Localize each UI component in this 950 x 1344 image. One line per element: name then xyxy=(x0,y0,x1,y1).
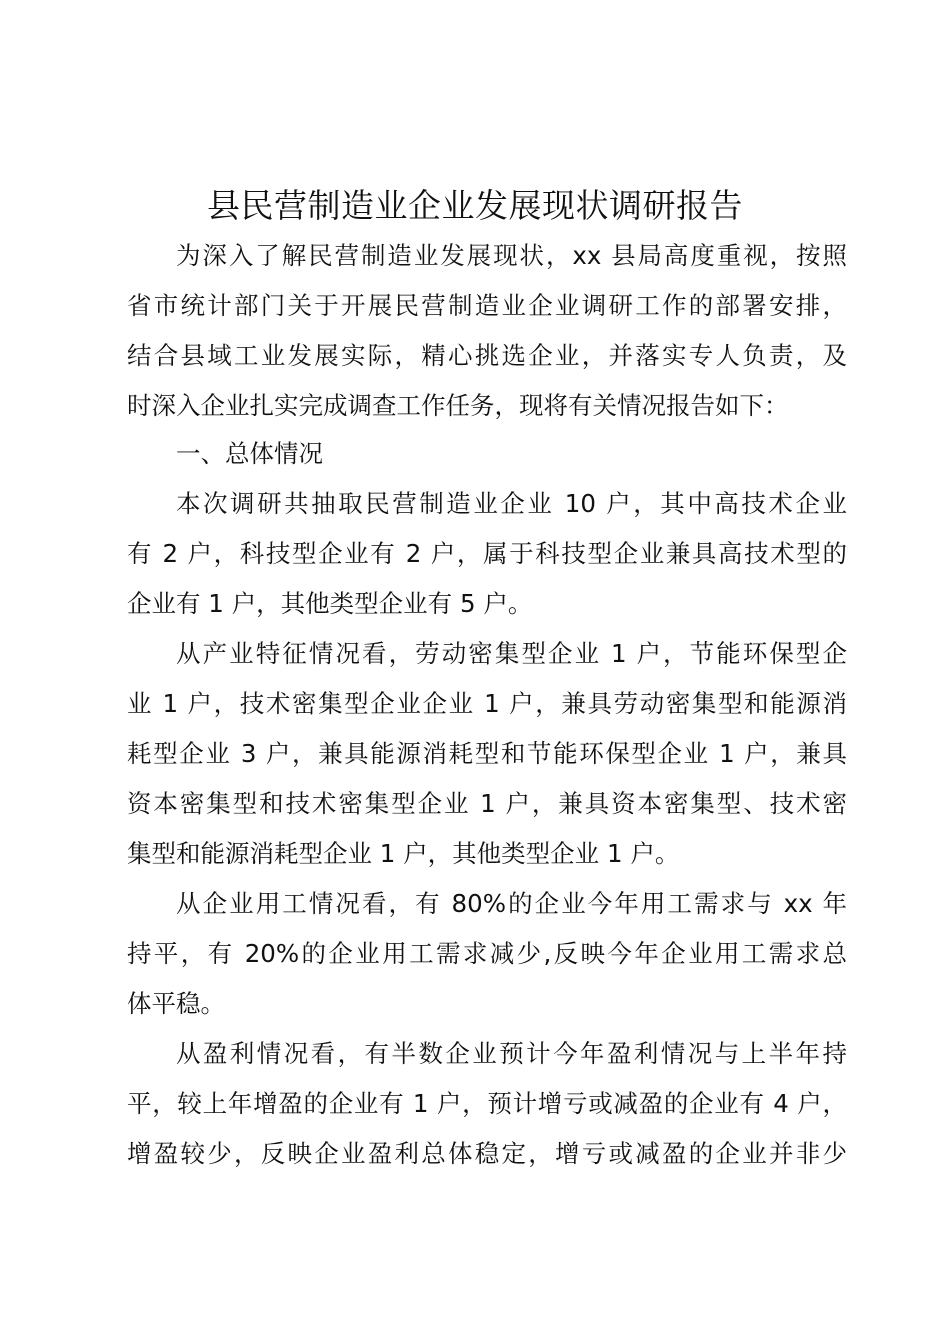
document-title: 县民营制造业企业发展现状调研报告 xyxy=(207,186,743,225)
paragraph-line: 增盈较少，反映企业盈利总体稳定，增亏或减盈的企业并非少 xyxy=(127,1139,847,1168)
paragraph-line: 结合县域工业发展实际，精心挑选企业，并落实专人负责，及 xyxy=(127,341,847,370)
section-heading: 一、总体情况 xyxy=(176,439,323,468)
paragraph-line: 从产业特征情况看，劳动密集型企业 1 户，节能环保型企 xyxy=(176,639,847,668)
paragraph-line: 集型和能源消耗型企业 1 户，其他类型企业 1 户。 xyxy=(127,839,680,868)
paragraph-line: 时深入企业扎实完成调查工作任务，现将有关情况报告如下： xyxy=(127,391,789,420)
paragraph-line: 企业有 1 户，其他类型企业有 5 户。 xyxy=(127,589,533,618)
paragraph-line: 平，较上年增盈的企业有 1 户，预计增亏或减盈的企业有 4 户， xyxy=(127,1089,847,1118)
paragraph-line: 业 1 户，技术密集型企业企业 1 户，兼具劳动密集型和能源消 xyxy=(127,689,847,718)
paragraph-line: 耗型企业 3 户，兼具能源消耗型和节能环保型企业 1 户，兼具 xyxy=(127,739,847,768)
paragraph-line: 有 2 户，科技型企业有 2 户，属于科技型企业兼具高技术型的 xyxy=(127,539,847,568)
paragraph-line: 从企业用工情况看，有 80%的企业今年用工需求与 xx 年 xyxy=(176,889,847,918)
paragraph-line: 持平，有 20%的企业用工需求减少,反映今年企业用工需求总 xyxy=(127,939,847,968)
paragraph-line: 本次调研共抽取民营制造业企业 10 户，其中高技术企业 xyxy=(176,489,847,518)
paragraph-line: 从盈利情况看，有半数企业预计今年盈利情况与上半年持 xyxy=(176,1039,847,1068)
paragraph-line: 体平稳。 xyxy=(127,989,225,1018)
paragraph-line: 为深入了解民营制造业发展现状，xx 县局高度重视，按照 xyxy=(176,241,847,270)
paragraph-line: 省市统计部门关于开展民营制造业企业调研工作的部署安排， xyxy=(127,291,847,320)
paragraph-line: 资本密集型和技术密集型企业 1 户，兼具资本密集型、技术密 xyxy=(127,789,847,818)
